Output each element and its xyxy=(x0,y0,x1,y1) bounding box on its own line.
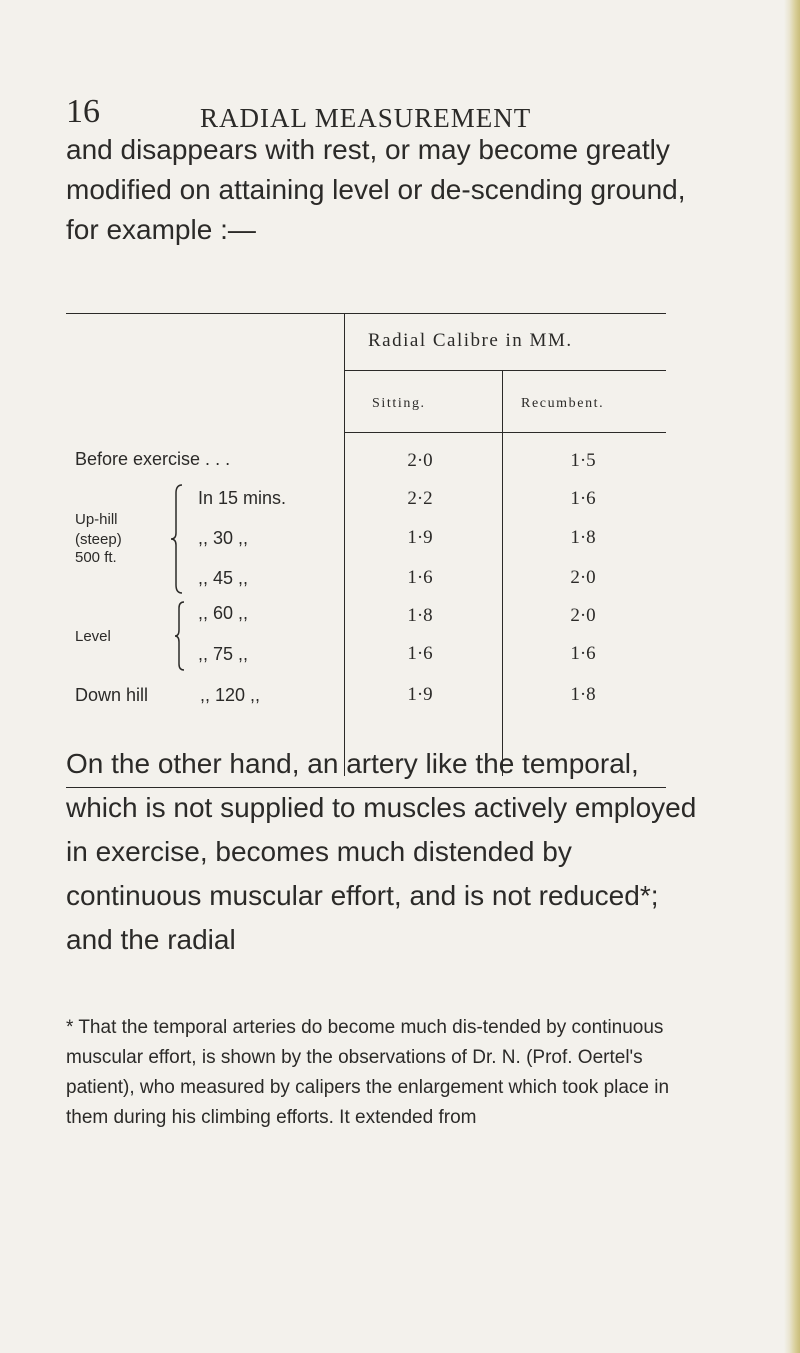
table-col-divider xyxy=(502,370,503,776)
footnote: * That the temporal arteries do become much dis-tended by continuous muscular effort, is shown by the observations of Dr. N. (Prof. Oertel's patient), who measured by calipers the enlargement which took place in them during his climbing efforts. It extended from xyxy=(66,1017,670,1128)
level-label: Level xyxy=(75,628,111,645)
row-time-30: ,, 30 ,, xyxy=(198,528,249,548)
cell-sitting: 2·2 xyxy=(407,488,433,509)
table-divider xyxy=(344,313,345,776)
row-time-75: ,, 75 ,, xyxy=(198,644,249,664)
cell-recumbent: 1·5 xyxy=(570,450,596,471)
row-label-down-hill: Down hill xyxy=(75,685,149,705)
row-time-45: ,, 45 ,, xyxy=(198,568,249,588)
level-brace-icon xyxy=(172,600,188,672)
table-subheader-rule xyxy=(344,370,666,371)
cell-sitting: 1·6 xyxy=(407,643,433,664)
table-header-rule xyxy=(344,432,666,433)
uphill-height-label: 500 ft. xyxy=(75,549,117,566)
group-header: Radial Calibre in MM. xyxy=(368,330,573,351)
row-time-15: In 15 mins. xyxy=(198,488,287,508)
cell-recumbent: 2·0 xyxy=(570,605,596,626)
body-paragraph: On the other hand, an artery like the temporal, which is not supplied to muscles actively employed in exercise, becomes much distended by continuous muscular effort, and is not reduced*; and the radial xyxy=(66,748,697,955)
col-header-sitting: Sitting. xyxy=(372,396,426,411)
cell-sitting: 2·0 xyxy=(407,450,433,471)
uphill-steep-label: (steep) xyxy=(75,531,122,548)
running-head: RADIAL MEASUREMENT xyxy=(200,103,532,133)
cell-recumbent: 1·6 xyxy=(570,488,596,509)
page-number: 16 xyxy=(66,93,100,130)
row-label-before-exercise: Before exercise . . . xyxy=(75,449,231,469)
uphill-label: Up-hill xyxy=(75,511,118,528)
cell-sitting: 1·9 xyxy=(407,527,433,548)
cell-sitting: 1·6 xyxy=(407,567,433,588)
row-time-60: ,, 60 ,, xyxy=(198,603,249,623)
col-header-recumbent: Recumbent. xyxy=(521,396,605,411)
uphill-brace-icon xyxy=(168,483,186,595)
cell-sitting: 1·8 xyxy=(407,605,433,626)
page-edge xyxy=(784,0,800,1353)
table-top-rule xyxy=(66,313,666,314)
row-time-120: ,, 120 ,, xyxy=(200,685,261,705)
cell-recumbent: 1·6 xyxy=(570,643,596,664)
cell-sitting: 1·9 xyxy=(407,684,433,705)
cell-recumbent: 1·8 xyxy=(570,527,596,548)
intro-paragraph: and disappears with rest, or may become greatly modified on attaining level or de-scending ground, for example :— xyxy=(66,134,686,245)
cell-recumbent: 1·8 xyxy=(570,684,596,705)
cell-recumbent: 2·0 xyxy=(570,567,596,588)
